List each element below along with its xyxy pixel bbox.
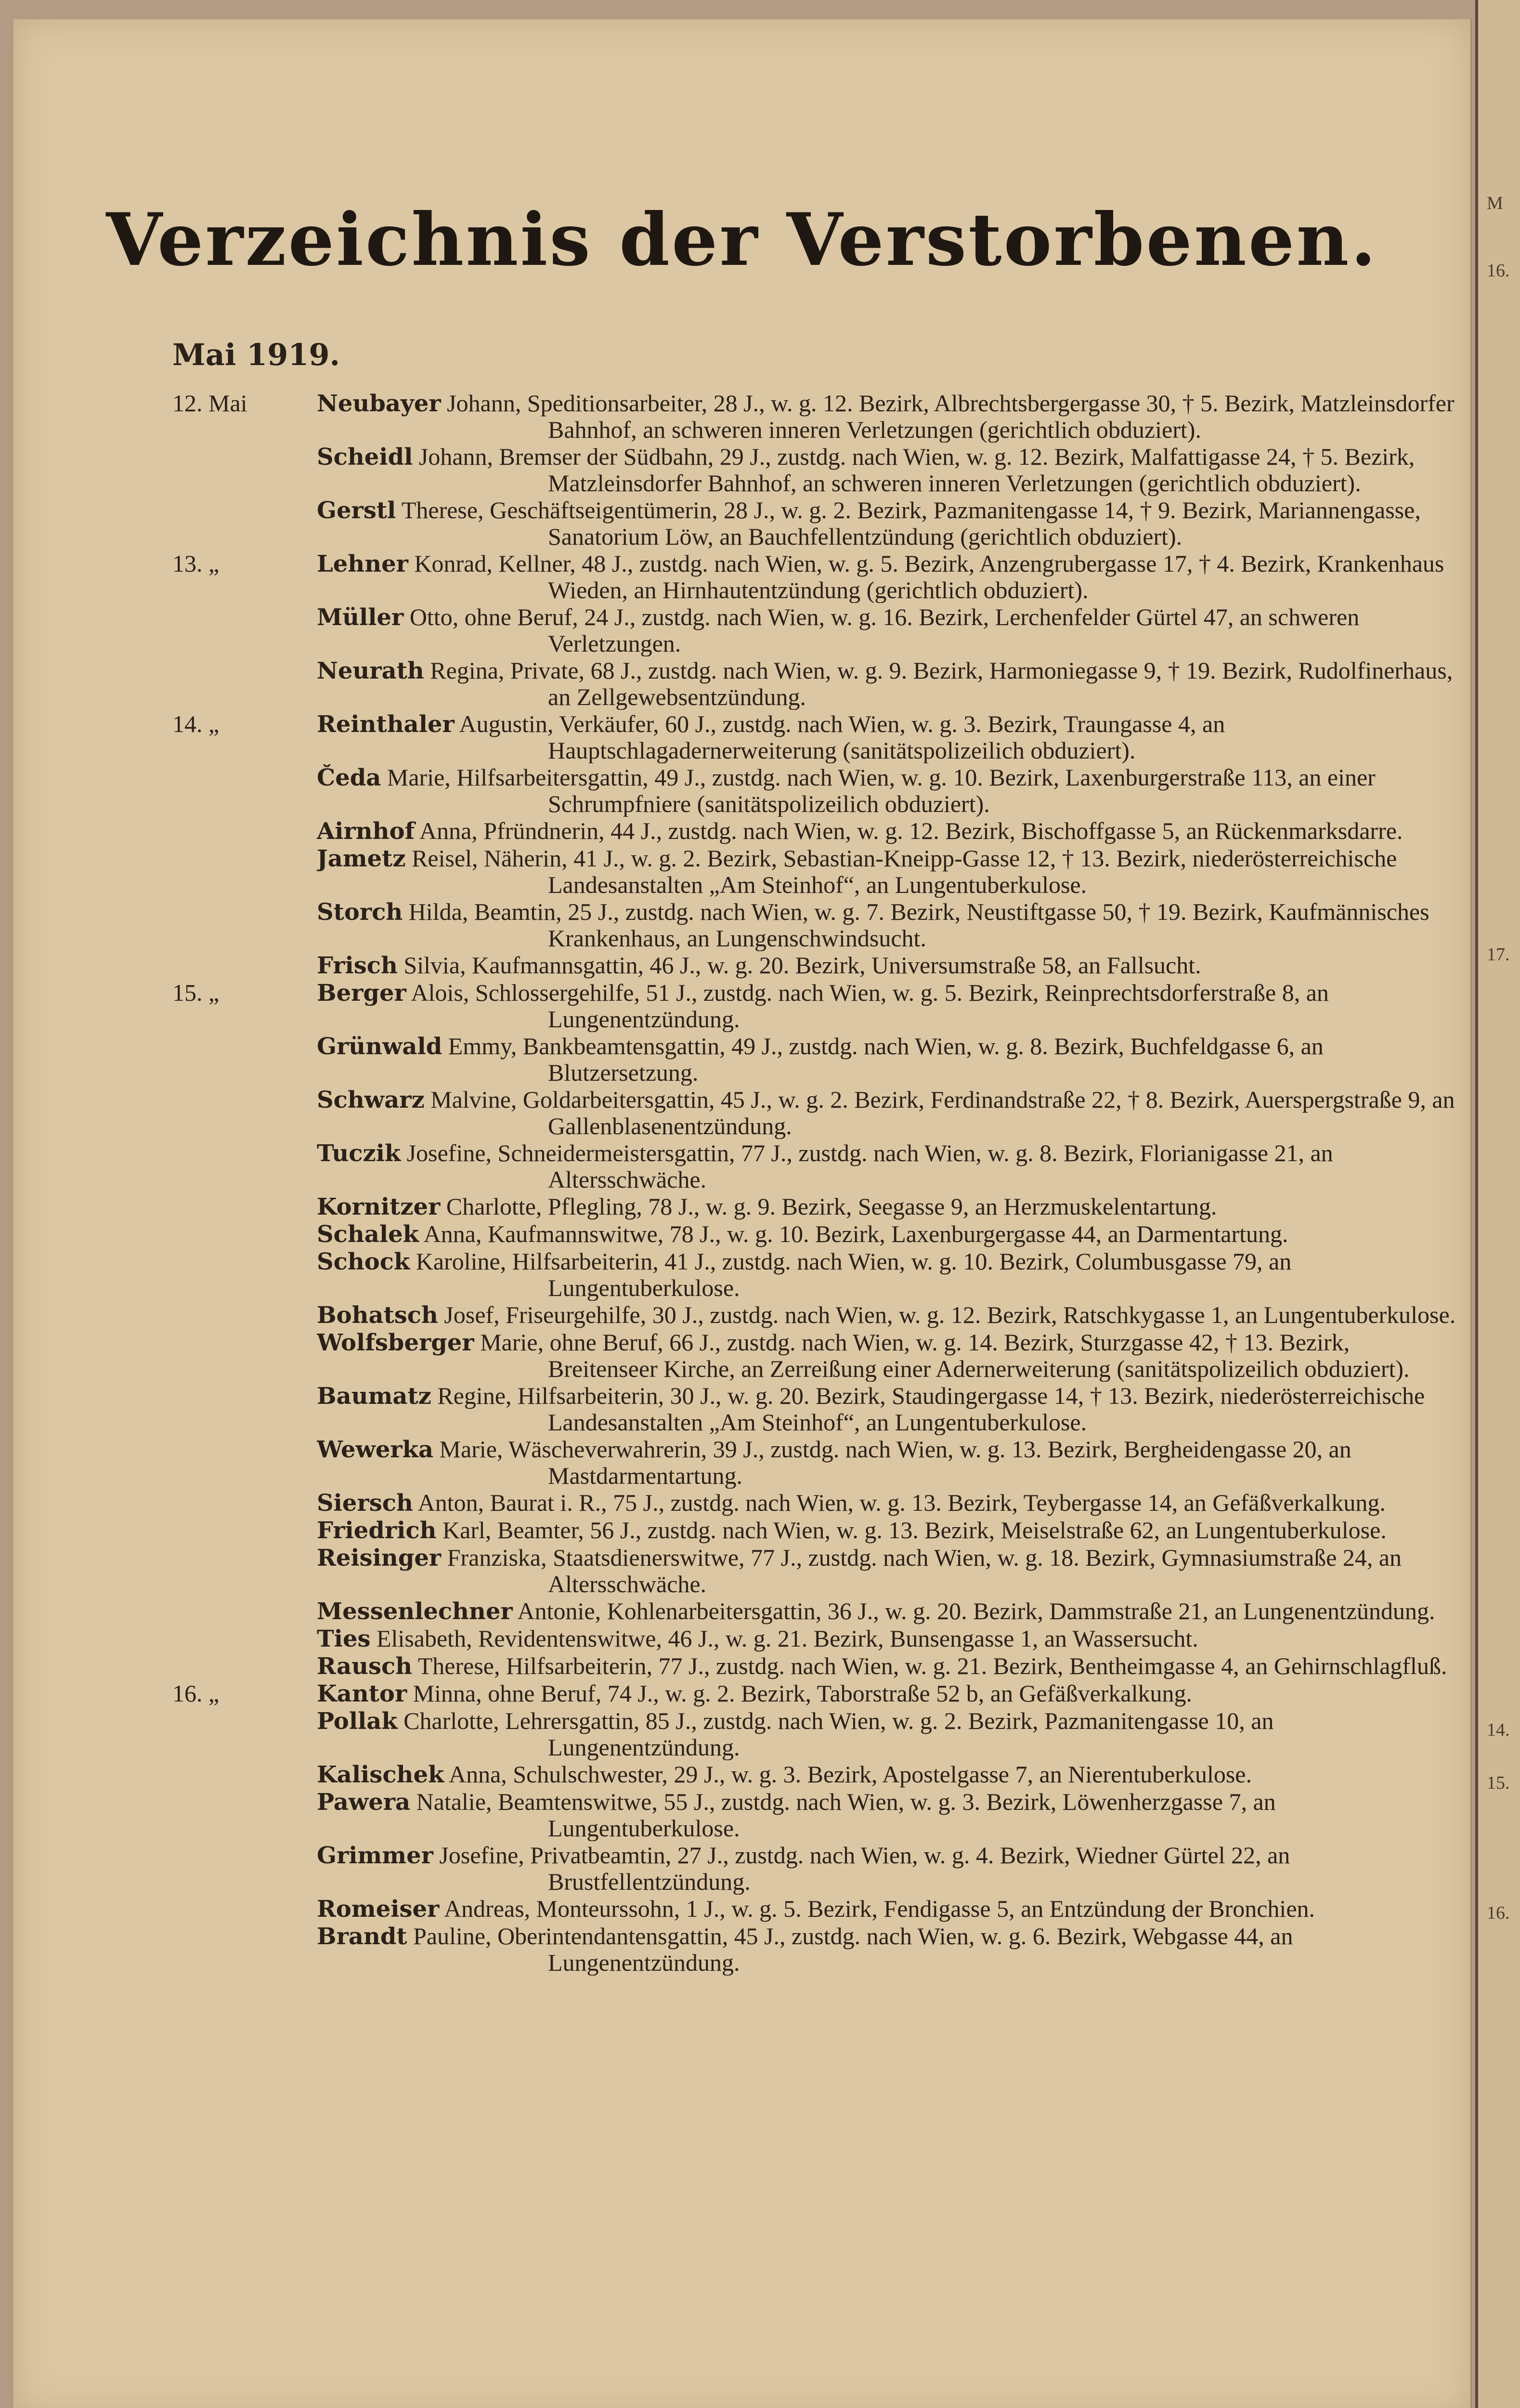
entry-surname: Rausch — [317, 1653, 413, 1679]
entry-details: Alois, Schlossergehilfe, 51 J., zustdg. nach Wien, w. g. 5. Bezirk, Reinprechtsdorferstraße 8, an Lungenentzündung. — [411, 980, 1329, 1032]
entry-surname: Kantor — [317, 1680, 407, 1707]
entry-details: Marie, Hilfsarbeitersgattin, 49 J., zustdg. nach Wien, w. g. 10. Bezirk, Laxenburgerstraße 113, an einer Schrumpfniere (sanitätspolizeilich obduziert). — [387, 764, 1376, 817]
entry-surname: Schwarz — [317, 1086, 425, 1113]
entry-date — [172, 1842, 317, 1895]
entry-date — [172, 1140, 317, 1192]
entry-body — [317, 1033, 1468, 1086]
entry-surname: Brandt — [317, 1923, 407, 1950]
entry-body — [317, 1680, 1468, 1707]
page-title: Verzeichnis der Verstorbenen. — [106, 197, 1378, 282]
entry-details: Johann, Speditionsarbeiter, 28 J., w. g. 12. Bezirk, Albrechtsbergergasse 30, † 5. Bezirk, Matzleinsdorfer Bahnhof, an schweren inneren Verletzungen (gerichtlich obduziert). — [447, 390, 1455, 443]
entry-date — [172, 1544, 317, 1597]
entry-details: Augustin, Verkäufer, 60 J., zustdg. nach Wien, w. g. 3. Bezirk, Traungasse 4, an Hauptschlagadernerweiterung (sanitätspolizeilich obduziert). — [459, 711, 1225, 763]
entry-surname: Scheidl — [317, 444, 413, 471]
entry-details: Marie, Wäscheverwahrerin, 39 J., zustdg. nach Wien, w. g. 13. Bezirk, Bergheidengasse 20, an Mastdarmentartung. — [439, 1436, 1351, 1489]
entry-date — [172, 1789, 317, 1841]
entry-body — [317, 980, 1468, 1032]
entry-body — [317, 1221, 1468, 1247]
entry-body — [317, 899, 1468, 951]
entry-details: Marie, ohne Beruf, 66 J., zustdg. nach Wien, w. g. 14. Bezirk, Sturzgasse 42, † 13. Bezirk, Breitenseer Kirche, an Zerreißung einer Adernerweiterung (sanitätspolizeilich obduziert). — [480, 1329, 1410, 1382]
list-item — [172, 1896, 1468, 1922]
month-heading: Mai 1919. — [172, 337, 340, 372]
entry-surname: Storch — [317, 899, 403, 926]
entry-surname: Pawera — [317, 1789, 411, 1816]
entry-body — [317, 390, 1468, 443]
list-item — [172, 444, 1468, 496]
entry-date — [172, 1653, 317, 1679]
entry-body — [317, 1436, 1468, 1489]
entry-surname: Airnhof — [317, 818, 415, 844]
list-item — [172, 550, 1468, 603]
entry-date — [172, 1625, 317, 1652]
entry-body — [317, 550, 1468, 603]
entry-surname: Schock — [317, 1248, 410, 1275]
list-item — [172, 1544, 1468, 1597]
list-item — [172, 1653, 1468, 1679]
entry-surname: Wewerka — [317, 1436, 434, 1463]
entry-surname: Reisinger — [317, 1544, 442, 1571]
entry-surname: Gerstl — [317, 497, 396, 524]
list-item — [172, 1923, 1468, 1976]
entry-surname: Baumatz — [317, 1383, 431, 1410]
list-item — [172, 1140, 1468, 1192]
entry-details: Josefine, Schneidermeistersgattin, 77 J., zustdg. nach Wien, w. g. 8. Bezirk, Florianigasse 21, an Altersschwäche. — [406, 1140, 1333, 1192]
list-item — [172, 764, 1468, 817]
adjacent-page-fragment: M — [1487, 193, 1503, 213]
entry-details: Anna, Schulschwester, 29 J., w. g. 3. Bezirk, Apostelgasse 7, an Nierentuberkulose. — [448, 1761, 1252, 1788]
entry-date — [172, 1896, 317, 1922]
entry-details: Charlotte, Lehrersgattin, 85 J., zustdg. nach Wien, w. g. 2. Bezirk, Pazmanitengasse 10, an Lungenentzündung. — [403, 1708, 1274, 1760]
list-item — [172, 845, 1468, 898]
entry-details: Reisel, Näherin, 41 J., w. g. 2. Bezirk, Sebastian-Kneipp-Gasse 12, † 13. Bezirk, niederösterreichische Landesanstalten „Am Steinhof“, an Lungentuberkulose. — [412, 845, 1397, 898]
entry-details: Emmy, Bankbeamtensgattin, 49 J., zustdg. nach Wien, w. g. 8. Bezirk, Buchfeldgasse 6, an Blutzersetzung. — [448, 1033, 1324, 1086]
list-item — [172, 1329, 1468, 1382]
entry-date — [172, 1761, 317, 1788]
entry-surname: Tuczik — [317, 1140, 401, 1167]
entry-date — [172, 1490, 317, 1516]
list-item — [172, 1517, 1468, 1544]
entry-body — [317, 845, 1468, 898]
entry-body — [317, 1248, 1468, 1301]
entry-details: Karl, Beamter, 56 J., zustdg. nach Wien, w. g. 13. Bezirk, Meiselstraße 62, an Lungentuberkulose. — [442, 1517, 1387, 1544]
entry-details: Malvine, Goldarbeitersgattin, 45 J., w. g. 2. Bezirk, Ferdinandstraße 22, † 8. Bezirk, Auerspergstraße 9, an Gallenblasenentzündung. — [430, 1086, 1455, 1139]
entry-body — [317, 764, 1468, 817]
entry-details: Natalie, Beamtenswitwe, 55 J., zustdg. nach Wien, w. g. 3. Bezirk, Löwenherzgasse 7, an Lungentuberkulose. — [416, 1789, 1276, 1841]
list-item — [172, 1761, 1468, 1788]
entry-body — [317, 818, 1468, 844]
entry-details: Regine, Hilfsarbeiterin, 30 J., w. g. 20. Bezirk, Staudingergasse 14, † 13. Bezirk, niederösterreichische Landesanstalten „Am Steinhof“, an Lungentuberkulose. — [437, 1383, 1425, 1435]
entry-details: Anton, Baurat i. R., 75 J., zustdg. nach Wien, w. g. 13. Bezirk, Teybergasse 14, an Gefäßverkalkung. — [417, 1490, 1386, 1516]
entry-surname: Grimmer — [317, 1842, 433, 1869]
entry-surname: Neubayer — [317, 390, 441, 417]
entry-body — [317, 1761, 1468, 1788]
entry-surname: Frisch — [317, 952, 398, 979]
entry-date — [172, 1329, 317, 1382]
entry-details: Karoline, Hilfsarbeiterin, 41 J., zustdg. nach Wien, w. g. 10. Bezirk, Columbusgasse 79, an Lungentuberkulose. — [416, 1248, 1292, 1301]
entry-details: Therese, Geschäftseigentümerin, 28 J., w. g. 2. Bezirk, Pazmanitengasse 14, † 9. Bezirk, Mariannengasse, Sanatorium Löw, an Bauchfellentzündung (gerichtlich obduziert). — [401, 497, 1421, 550]
list-item — [172, 1221, 1468, 1247]
entry-surname: Bohatsch — [317, 1302, 438, 1328]
entry-body — [317, 711, 1468, 763]
entry-surname: Ties — [317, 1625, 371, 1652]
entry-body — [317, 1842, 1468, 1895]
entry-date — [172, 1302, 317, 1328]
adjacent-page-fragment: 17. — [1487, 944, 1510, 965]
entry-date: 14. „ — [172, 710, 220, 737]
list-item — [172, 604, 1468, 656]
entry-body — [317, 1490, 1468, 1516]
list-item — [172, 1383, 1468, 1435]
entry-body — [317, 604, 1468, 656]
entry-date: 13. „ — [172, 550, 220, 577]
entry-body — [317, 1653, 1468, 1679]
list-item — [172, 1680, 1468, 1707]
entry-date — [172, 604, 317, 656]
entry-body — [317, 1896, 1468, 1922]
entry-date — [172, 1193, 317, 1220]
entry-surname: Kalischek — [317, 1761, 444, 1788]
entry-date — [172, 845, 317, 898]
adjacent-page-fragment: 15. — [1487, 1773, 1510, 1793]
adjacent-page-fragment: 14. — [1487, 1720, 1510, 1740]
entry-surname: Müller — [317, 604, 404, 631]
adjacent-page-fragment: 16. — [1487, 261, 1510, 281]
entry-body — [317, 1193, 1468, 1220]
entry-details: Charlotte, Pflegling, 78 J., w. g. 9. Bezirk, Seegasse 9, an Herzmuskelentartung. — [446, 1193, 1217, 1220]
entry-date — [172, 497, 317, 550]
entry-date — [172, 1383, 317, 1435]
entry-details: Minna, ohne Beruf, 74 J., w. g. 2. Bezirk, Taborstraße 52 b, an Gefäßverkalkung. — [413, 1680, 1193, 1707]
entry-body — [317, 1517, 1468, 1544]
entry-details: Anna, Pfründnerin, 44 J., zustdg. nach Wien, w. g. 12. Bezirk, Bischoffgasse 5, an Rückenmarksdarre. — [419, 818, 1403, 844]
list-item — [172, 1193, 1468, 1220]
entry-details: Antonie, Kohlenarbeitersgattin, 36 J., w. g. 20. Bezirk, Dammstraße 21, an Lungenentzündung. — [517, 1598, 1435, 1624]
entry-date — [172, 1517, 317, 1544]
adjacent-page-edge — [1475, 0, 1520, 2408]
entry-details: Josefine, Privatbeamtin, 27 J., zustdg. nach Wien, w. g. 4. Bezirk, Wiedner Gürtel 22, an Brustfellentzündung. — [439, 1842, 1290, 1895]
entry-body — [317, 1544, 1468, 1597]
entry-details: Regina, Private, 68 J., zustdg. nach Wien, w. g. 9. Bezirk, Harmoniegasse 9, † 19. Bezirk, Rudolfinerhaus, an Zellgewebsentzündung. — [430, 657, 1453, 710]
list-item — [172, 1033, 1468, 1086]
entry-body — [317, 444, 1468, 496]
entry-date: 12. Mai — [172, 390, 247, 417]
entry-surname: Čeda — [317, 764, 381, 791]
entry-date — [172, 764, 317, 817]
document-page — [13, 19, 1472, 2408]
entry-surname: Neurath — [317, 657, 424, 684]
entry-date — [172, 1923, 317, 1976]
entry-surname: Romeiser — [317, 1896, 440, 1922]
entry-body — [317, 1329, 1468, 1382]
list-item — [172, 497, 1468, 550]
entry-details: Konrad, Kellner, 48 J., zustdg. nach Wien, w. g. 5. Bezirk, Anzengrubergasse 17, † 4. Bezirk, Krankenhaus Wieden, an Hirnhautentzündung (gerichtlich obduziert). — [414, 550, 1444, 603]
entry-body — [317, 497, 1468, 550]
entry-body — [317, 1598, 1468, 1624]
entry-date — [172, 1221, 317, 1247]
entry-details: Therese, Hilfsarbeiterin, 77 J., zustdg. nach Wien, w. g. 21. Bezirk, Bentheimgasse 4, an Gehirnschlagfluß. — [417, 1653, 1447, 1679]
entry-body — [317, 1789, 1468, 1841]
list-item — [172, 1490, 1468, 1516]
list-item — [172, 818, 1468, 844]
list-item — [172, 980, 1468, 1032]
list-item — [172, 899, 1468, 951]
entry-body — [317, 1302, 1468, 1328]
entry-surname: Pollak — [317, 1708, 398, 1735]
entry-surname: Berger — [317, 980, 406, 1007]
entry-details: Otto, ohne Beruf, 24 J., zustdg. nach Wien, w. g. 16. Bezirk, Lerchenfelder Gürtel 47, an schweren Verletzungen. — [409, 604, 1360, 656]
entry-date — [172, 444, 317, 496]
entry-details: Johann, Bremser der Südbahn, 29 J., zustdg. nach Wien, w. g. 12. Bezirk, Malfattigasse 24, † 5. Bezirk, Matzleinsdorfer Bahnhof, an schweren inneren Verletzungen (gerichtlich obduziert). — [418, 444, 1415, 496]
list-item — [172, 711, 1468, 763]
entry-details: Elisabeth, Revidentenswitwe, 46 J., w. g. 21. Bezirk, Bunsengasse 1, an Wassersucht. — [377, 1625, 1198, 1652]
entry-details: Anna, Kaufmannswitwe, 78 J., w. g. 10. Bezirk, Laxenburgergasse 44, an Darmentartung. — [423, 1221, 1288, 1247]
entry-date — [172, 1598, 317, 1624]
list-item — [172, 1436, 1468, 1489]
entry-details: Franziska, Staatsdienerswitwe, 77 J., zustdg. nach Wien, w. g. 18. Bezirk, Gymnasiumstraße 24, an Altersschwäche. — [447, 1544, 1402, 1597]
list-item — [172, 1625, 1468, 1652]
entry-body — [317, 952, 1468, 979]
entry-body — [317, 657, 1468, 710]
entry-surname: Friedrich — [317, 1517, 437, 1544]
entries-list — [172, 390, 1468, 1976]
entry-surname: Grünwald — [317, 1033, 442, 1060]
entry-surname: Kornitzer — [317, 1193, 441, 1220]
entry-surname: Siersch — [317, 1490, 413, 1516]
entry-date — [172, 952, 317, 979]
list-item — [172, 390, 1468, 443]
list-item — [172, 1248, 1468, 1301]
entry-body — [317, 1625, 1468, 1652]
list-item — [172, 1842, 1468, 1895]
list-item — [172, 952, 1468, 979]
entry-surname: Reinthaler — [317, 711, 455, 738]
entry-date — [172, 818, 317, 844]
list-item — [172, 1789, 1468, 1841]
entry-details: Pauline, Oberintendantensgattin, 45 J., zustdg. nach Wien, w. g. 6. Bezirk, Webgasse 44, an Lungenentzündung. — [413, 1923, 1293, 1976]
entry-body — [317, 1140, 1468, 1192]
entry-details: Silvia, Kaufmannsgattin, 46 J., w. g. 20. Bezirk, Universumstraße 58, an Fallsucht. — [403, 952, 1201, 979]
list-item — [172, 1086, 1468, 1139]
entry-date — [172, 1708, 317, 1760]
list-item — [172, 1708, 1468, 1760]
entry-body — [317, 1923, 1468, 1976]
entry-body — [317, 1086, 1468, 1139]
entry-surname: Lehner — [317, 550, 408, 577]
entry-date: 16. „ — [172, 1680, 220, 1707]
list-item — [172, 657, 1468, 710]
entry-surname: Jametz — [317, 845, 406, 872]
entry-surname: Schalek — [317, 1221, 419, 1247]
entry-date — [172, 1086, 317, 1139]
entry-body — [317, 1383, 1468, 1435]
entry-surname: Messenlechner — [317, 1598, 513, 1624]
list-item — [172, 1302, 1468, 1328]
entry-surname: Wolfsberger — [317, 1329, 474, 1356]
entry-details: Hilda, Beamtin, 25 J., zustdg. nach Wien, w. g. 7. Bezirk, Neustiftgasse 50, † 19. Bezirk, Kaufmännisches Krankenhaus, an Lungenschwindsucht. — [408, 899, 1429, 951]
entry-date — [172, 899, 317, 951]
entry-date: 15. „ — [172, 979, 220, 1006]
entry-date — [172, 1033, 317, 1086]
entry-details: Josef, Friseurgehilfe, 30 J., zustdg. nach Wien, w. g. 12. Bezirk, Ratschkygasse 1, an Lungentuberkulose. — [444, 1302, 1456, 1328]
adjacent-page-fragment: 16. — [1487, 1903, 1510, 1923]
entry-details: Andreas, Monteurssohn, 1 J., w. g. 5. Bezirk, Fendigasse 5, an Entzündung der Bronchien. — [444, 1896, 1315, 1922]
entry-date — [172, 1248, 317, 1301]
entry-body — [317, 1708, 1468, 1760]
entry-date — [172, 1436, 317, 1489]
list-item — [172, 1598, 1468, 1624]
entry-date — [172, 657, 317, 710]
